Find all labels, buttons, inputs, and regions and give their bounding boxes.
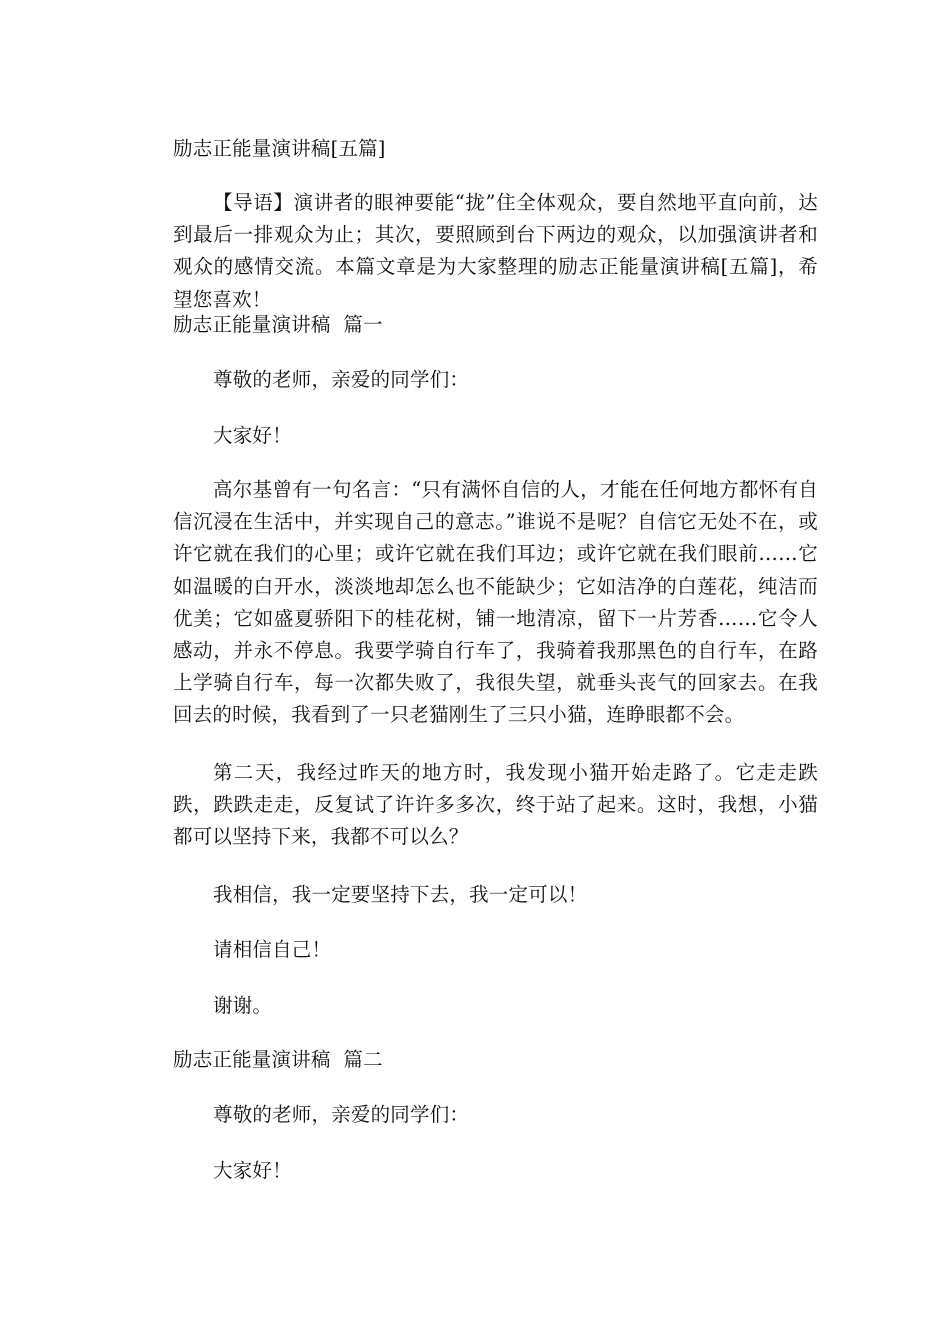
document-title: 励志正能量演讲稿[五篇] <box>173 137 386 160</box>
section-2-salutation: 尊敬的老师，亲爱的同学们： <box>213 1103 470 1126</box>
intro-paragraph: 【导语】演讲者的眼神要能“拢”住全体观众，要自然地平直向前，达到最后一排观众为止；其次，要照顾到台下两边的观众，以加强演讲者和观众的感情交流。本篇文章是为大家整理的励志正能量演讲稿[五篇]，希望您喜欢！ <box>173 191 818 311</box>
section-2-greeting: 大家好！ <box>213 1159 292 1182</box>
section-1-paragraph-1: 高尔基曾有一句名言：“只有满怀自信的人，才能在任何地方都怀有自信沉浸在生活中，并实现自己的意志。”谁说不是呢？自信它无处不在，或许它就在我们的心里；或许它就在我们耳边；或许它就在我们眼前……它如温暖的白开水，淡淡地却怎么也不能缺少；它如洁净的白莲花，纯洁而优美；它如盛夏骄阳下的桂花树，铺一地清凉，留下一片芳香……它令人感动，并永不停息。我要学骑自行车了，我骑着我那黑色的自行车，在路上学骑自行车，每一次都失败了，我很失望，就垂头丧气的回家去。在我回去的时候，我看到了一只老猫刚生了三只小猫，连睁眼都不会。 <box>173 478 818 727</box>
section-1-line-1: 我相信，我一定要坚持下去，我一定可以！ <box>213 883 588 906</box>
section-1-paragraph-2: 第二天，我经过昨天的地方时，我发现小猫开始走路了。它走走跌跌，跌跌走走，反复试了许许多多次，终于站了起来。这时，我想，小猫都可以坚持下来，我都不可以么？ <box>173 761 818 849</box>
section-1-greeting: 大家好！ <box>213 424 292 447</box>
section-2-heading: 励志正能量演讲稿 篇二 <box>173 1048 383 1071</box>
section-1-closing: 谢谢。 <box>213 994 273 1017</box>
section-1-heading: 励志正能量演讲稿 篇一 <box>173 313 383 336</box>
section-1-salutation: 尊敬的老师，亲爱的同学们： <box>213 368 470 391</box>
section-1-line-2: 请相信自己！ <box>213 938 332 961</box>
